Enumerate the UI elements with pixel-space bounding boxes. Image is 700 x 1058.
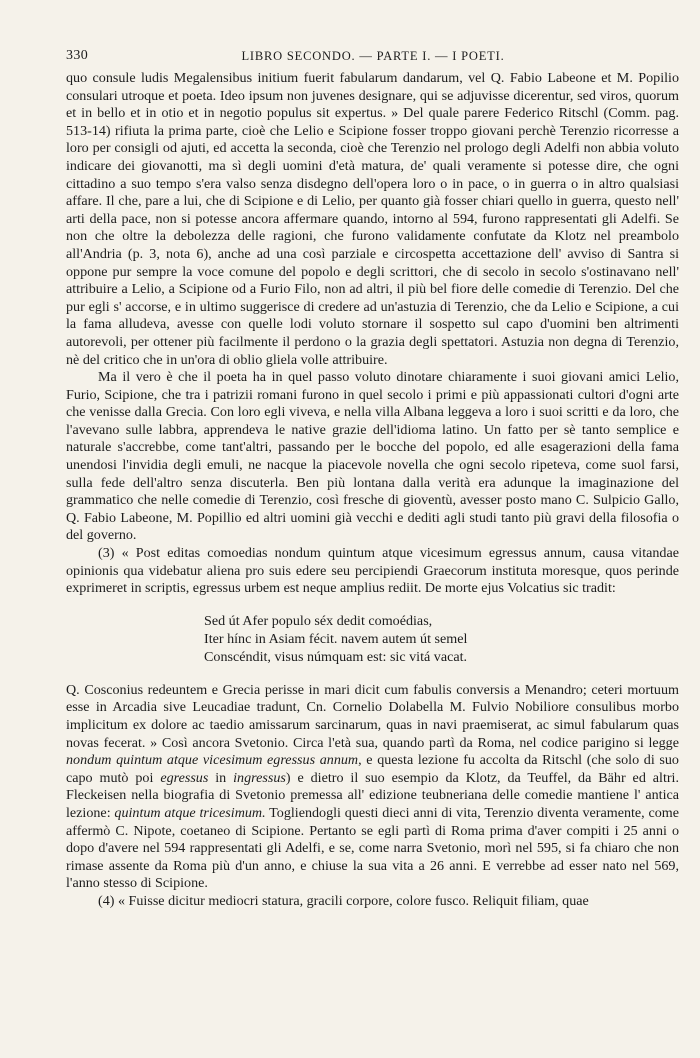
italic-word: ingressus <box>233 769 286 786</box>
verse-line: Iter hínc in Asiam fécit. navem autem út semel <box>204 630 468 647</box>
paragraph-2: Ma il vero è che il poeta ha in quel passo voluto dinotare chiaramente i suoi giovani amici Lelio, Furio, Scipione, che tra i patrizii romani furono in quel secolo i primi e più appassionati cultori d'ogni arte che venisse dalla Grecia. Con loro egli viveva, e nella villa Albana leggeva a loro i suoi scritti e da loro, che l'avevano sulle labbra, apprendeva le native grazie dell'idioma latino. Un fatto per sè tanto semplice e naturale s'accrebbe, come tant'altri, passando per le bocche del popolo, ed alle esagerazioni della fama unendosi l'invidia degli emuli, ne nacque la piacevole novella che ogni secolo ripeteva, come suol farsi, sulla fede dell'altro senza discuterla. Ben più lontana dalla verità era adunque la imaginazione del grammatico che nelle comedie di Terenzio, così fresche di gioventù, avesser posto mano C. Sulpicio Gallo, Q. Fabio Labeone, M. Popillio ed altri uomini già vecchi e dediti agli studi tanto più gravi della filosofia o del governo. <box>66 369 679 544</box>
paragraph-3-note: (3) « Post editas comoedias nondum quintum atque vicesimum egressus annum, causa vitandae opinionis qua videbatur aliena pro suis edere seu percipiendi Graecorum instituta moresque, quos perinde exprimeret in scriptis, egressus urbem est neque amplius rediit. De morte ejus Volcatius sic tradit: <box>66 545 679 597</box>
italic-quote: nondum quintum atque vicesimum egressus annum <box>66 752 359 769</box>
italic-word: egressus <box>160 769 209 786</box>
text-run: Q. Cosconius redeuntem e Grecia perisse in mari dicit cum fabulis conversis a Menandro; ceteri mortuum esse in Arcadia sive Leucadiae tradunt, Cn. Cornelio Dolabella M. Fulvio Nobiliore consulibus morbo implicitum ex dolore ac taedio amissarum sarcinarum, quas in navi praemiserat, ac simul fabularum quas novas fecerat. » Così ancora Svetonio. Circa l'età sua, quando partì da Roma, nel codice parigino si legge <box>66 681 679 751</box>
italic-quote: quintum atque tricesimum. <box>114 804 266 821</box>
text-run: Togliendogli questi dieci anni di vita, Terenzio diventa veramente, come affermò C. Nipote, coetaneo di Scipione. Pertanto se egli partì di Roma prima d'aver compiti i 25 anni o dopo d'avere nel 594 rappresentati gli Adelfi, e se, come narra Svetonio, morì nel 595, si fa chiaro che non rimase assente da Roma più d'un anno, e chiuse la sua vita a 26 anni. E verrebbe ad esser nato nel 569, l'anno stesso di Scipione. <box>66 804 679 892</box>
paragraph-1: quo consule ludis Megalensibus initium fuerit fabularum dandarum, vel Q. Fabio Labeone et M. Popilio consulari utroque et poeta. Ideo ipsum non juvenes designare, qui se adjuvisse dicerentur, sed viros, quorum et in bello et in otio et in negotio populus sit expertus. » Del quale parere Federico Ritschl (Comm. pag. 513-14) rifiuta la prima parte, cioè che Lelio e Scipione fosser troppo giovani perchè Terenzio ricorresse a loro per consigli od ajuti, ed accetta la seconda, cioè che Terenzio nel prologo degli Adelfi non abbia voluto indicare dei giovanotti, ma sì degli uomini d'età matura, de' quali veramente si potesse dire, che ogni cittadino a suo tempo s'era valso senza disdegno dell'opera loro o in pace, o in guerra o in altro qualsiasi affare. Il che, pare a lui, che di Scipione e di Lelio, per quanto già fosser chiari quello in guerra, questo nell' arti della pace, non si potesse ancora affermare quando, intorno al 594, furono rappresentati gli Adelfi. Se non che oltre la debolezza delle ragioni, che furono validamente confutate da Klotz nel preambolo all'Andria (p. 3, nota 6), anche ad una così parziale e circospetta accettazione dell' avviso di Santra si oppone pur sempre la voce comune del popolo e degli scrittori, che di secolo in secolo s'ostinavano nell' attribuire a Lelio, a Scipione od a Furio Filo, non ad altri, il più bel fiore delle comedie di Terenzio. Del che pur egli s' accorse, e in ultimo suggerisce di credere ad un'astuzia di Terenzio, che da Lelio e Scipione, a cui la fama alludeva, avesse con quelle lodi voluto stornare il sospetto sul capo d'uomini ben altrimenti autorevoli, per ottener più facilmente il perdono o la grazia degli spettatori. Astuzia non degna di Terenzio, nè del critico che in un'ora di oblio gliela volle attribuire. <box>66 70 679 368</box>
page-header <box>66 48 680 66</box>
verse-quotation <box>204 612 679 666</box>
verse-line: Conscéndit, visus númquam est: sic vitá vacat. <box>204 648 468 665</box>
text-run: ) e dietro il suo esempio da Klotz, da Teuffel, da Bähr ed altri. Fleckeisen nella biografia di Svetonio premessa all' edizione teubneriana delle comedie mantiene l' antica lezione: <box>66 769 679 821</box>
running-title: LIBRO SECONDO. — PARTE I. — I POETI. <box>241 49 505 63</box>
paragraph-4 <box>66 682 679 893</box>
page-body <box>66 70 679 911</box>
paragraph-5-note: (4) « Fuisse dicitur mediocri statura, gracili corpore, colore fusco. Reliquit filiam, quae <box>98 892 589 909</box>
verse-line: Sed út Afer populo séx dedit comoédias, <box>204 612 433 629</box>
text-run: in <box>208 769 234 786</box>
page-number: 330 <box>66 48 89 63</box>
text-run: , e questa lezione fu accolta da Ritschl (che solo di suo capo mutò poi <box>66 752 679 786</box>
